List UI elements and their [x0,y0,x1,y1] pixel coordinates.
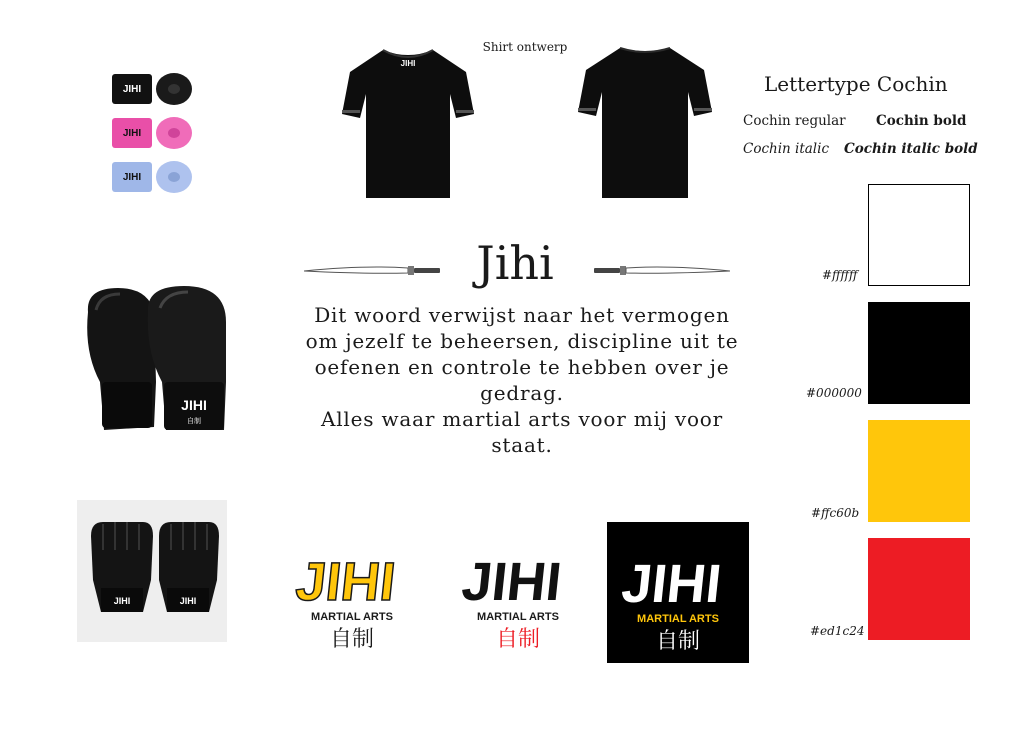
svg-text:JIHI: JIHI [400,59,416,68]
description-line: staat. [491,433,553,457]
logo-wordmark: JIHI [293,552,399,612]
logo-wordmark: JIHI [459,552,565,612]
description-line: Dit woord verwijst naar het vermogen [314,303,730,327]
logo-kanji: 自制 [495,627,541,652]
logo-kanji: 自制 [329,627,375,652]
logo-wordmark: JIHI [618,554,725,614]
svg-text:JIHI: JIHI [122,84,142,95]
hand-wraps-image [106,70,196,200]
logo-tagline: MARTIAL ARTS [311,611,393,623]
description-line: oefenen en controle te hebben over je [314,355,730,379]
swatch-black [868,302,970,404]
swatch-black-label: #000000 [806,386,862,400]
svg-text:JIHI: JIHI [181,397,207,413]
typeface-regular: Cochin regular [743,113,846,129]
svg-text:JIHI: JIHI [113,596,131,606]
svg-text:自制: 自制 [187,418,201,425]
shirt-back-image [574,42,716,202]
description-line: om jezelf te beheersen, discipline uit te [305,329,739,353]
swatch-red-label: #ed1c24 [810,624,865,638]
logo-tagline: MARTIAL ARTS [637,613,719,625]
swatch-yellow [868,420,970,522]
description-line: gedrag. [480,381,564,405]
typeface-italic: Cochin italic [743,141,830,157]
typeface-bold: Cochin bold [876,113,967,129]
logo-tagline: MARTIAL ARTS [477,611,559,623]
logo-inverse [607,522,749,663]
svg-text:JIHI: JIHI [179,596,197,606]
logo-yellow [282,522,422,658]
logo-kanji: 自制 [655,629,701,654]
typeface-italic-bold: Cochin italic bold [844,141,978,157]
shirt-front-image [338,42,478,202]
decorative-sword-left [304,262,442,278]
swatch-red [868,538,970,640]
description-line: Alles waar martial arts voor mij voor [320,407,724,431]
decorative-sword-right [592,262,730,278]
mma-gloves-image [77,500,227,642]
swatch-white-label: #ffffff [822,268,858,282]
swatch-yellow-label: #ffc60b [811,506,860,520]
shirt-caption: Shirt ontwerp [482,40,568,54]
brand-description [292,302,752,458]
boxing-gloves-image [76,282,236,442]
typeface-title: Lettertype Cochin [764,72,948,96]
logo-black [448,522,588,658]
svg-text:JIHI: JIHI [122,172,142,183]
swatch-white [868,184,970,286]
brand-name: Jihi [476,236,554,290]
svg-text:JIHI: JIHI [122,128,142,139]
